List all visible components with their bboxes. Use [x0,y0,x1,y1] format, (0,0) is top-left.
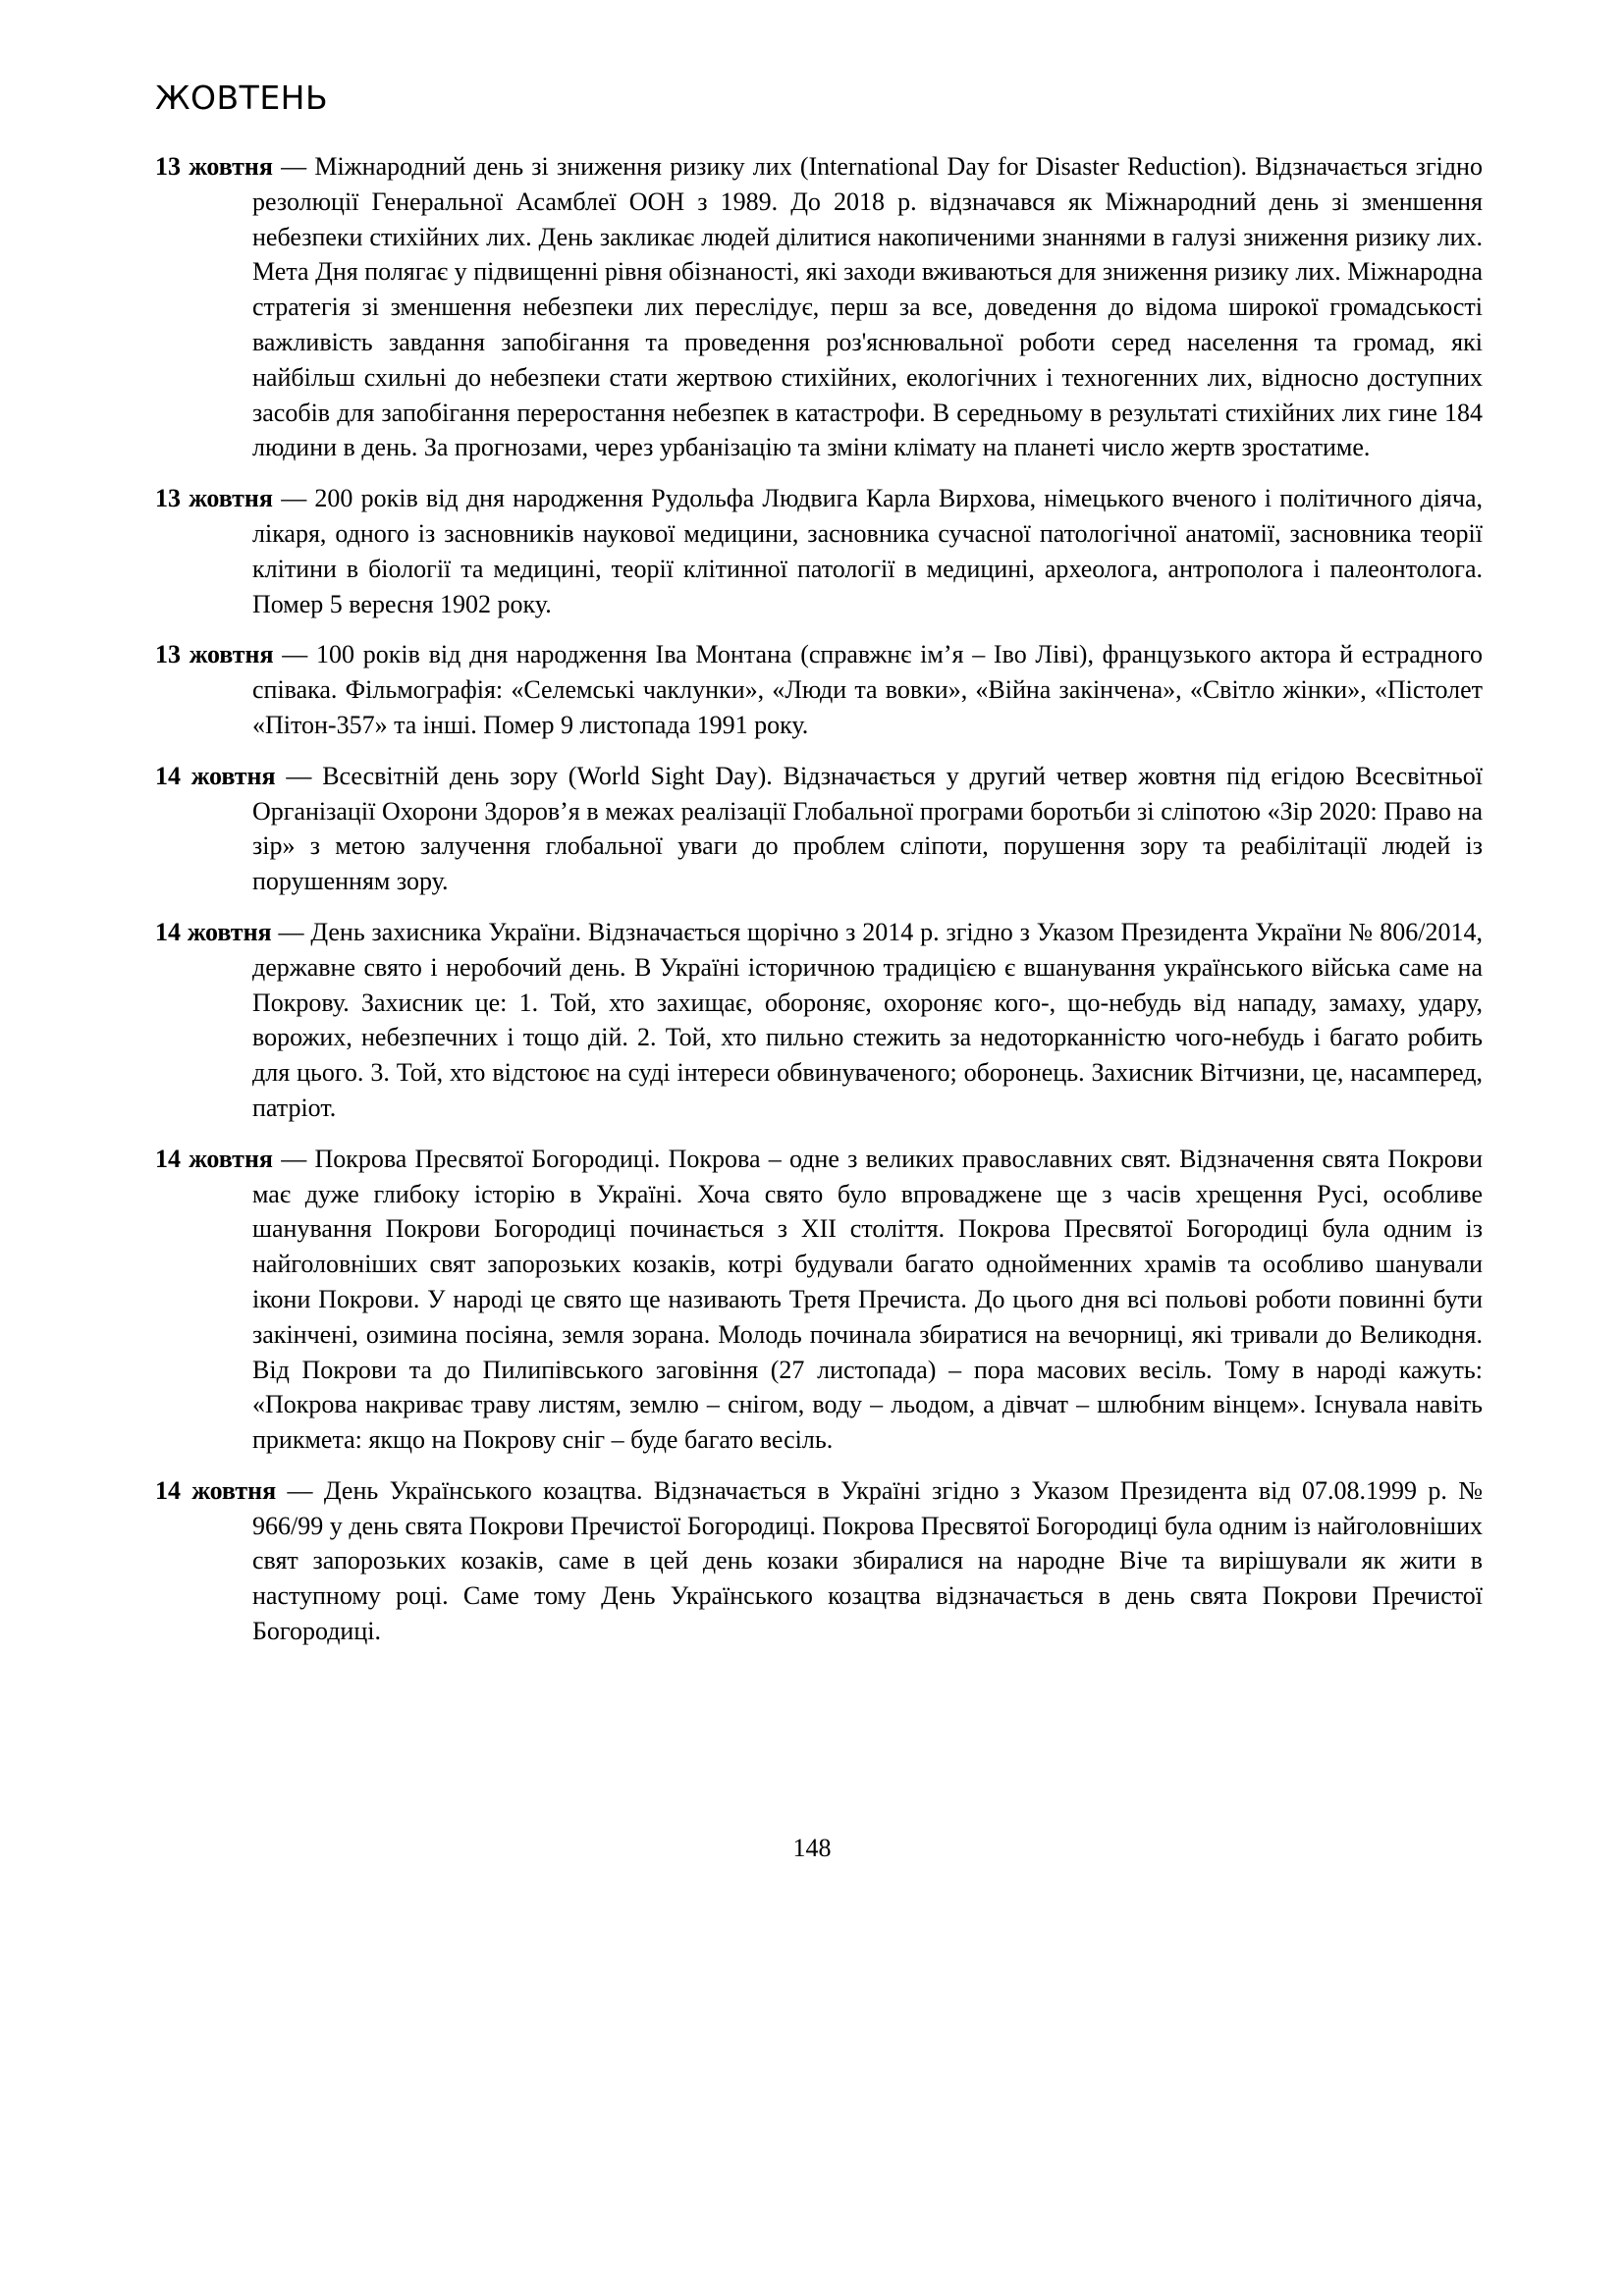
entry-text: — Всесвітній день зору (World Sight Day). Відзначається у другий четвер жовтня під егідою Всесвітньої Організації Охорони Здоров’я в межах реалізації Глобальної програми боротьби зі сліпотою «Зір 2020: Право на зір» з метою залучення глобальної уваги до проблем сліпоти, порушення зору та реабілітації людей із порушенням зору. [252,761,1483,896]
entry-text: — День захисника України. Відзначається щорічно з 2014 р. згідно з Указом Президента України № 806/2014, державне свято і неробочий день. В Україні історичною традицією є вшанування українського війська саме на Покрову. Захисник це: 1. Той, хто захищає, обороняє, охороняє кого-, що-небудь від нападу, замаху, удару, ворожих, небезпечних і тощо дій. 2. Той, хто пильно стежить за недоторканністю чого-небудь і багато робить для цього. 3. Той, хто відстоює на суді інтереси обвинуваченого; оборонець. Захисник Вітчизни, це, насамперед, патріот. [252,917,1483,1122]
calendar-entry [155,759,1483,899]
month-heading: ЖОВТЕНЬ [155,79,329,117]
calendar-entries [155,149,1483,1665]
entry-date: 13 жовтня [155,152,273,181]
calendar-entry [155,915,1483,1126]
entry-date: 14 жовтня [155,1475,277,1505]
entry-text: — День Українського козацтва. Відзначається в Україні згідно з Указом Президента від 07.08.1999 р. № 966/99 у день свята Покрови Пречистої Богородиці. Покрова Пресвятої Богородиці була одним із найголовніших свят запорозьких козаків, саме в цей день козаки збиралися на народне Віче та вирішували як жити в наступному році. Саме тому День Українського козацтва відзначається в день свята Покрови Пречистої Богородиці. [252,1475,1483,1646]
calendar-entry [155,1473,1483,1649]
entry-text: — 100 років від дня народження Іва Монтана (справжнє ім’я – Іво Ліві), французького актора й естрадного співака. Фільмографія: «Селемські чаклунки», «Люди та вовки», «Війна закінчена», «Світло жінки», «Пістолет «Пітон-357» та інші. Помер 9 листопада 1991 року. [252,640,1483,739]
entry-text: — Покрова Пресвятої Богородиці. Покрова – одне з великих православних свят. Відзначення свята Покрови має дуже глибоку історію в Україні. Хоча свято було впроваджене ще з часів хрещення Русі, особливе шанування Покрови Богородиці починається з XII століття. Покрова Пресвятої Богородиці була одним із найголовніших свят запорозьких козаків, котрі будували багато однойменних храмів та особливо шанували ікони Покрови. У народі це свято ще називають Третя Пречиста. До цього дня всі польові роботи повинні бути закінчені, озимина посіяна, земля зорана. Молодь починала збиратися на вечорниці, які тривали до Великодня. Від Покрови та до Пилипівського заговіння (27 листопада) – пора масових весіль. Тому в народі кажуть: «Покрова накриває траву листям, землю – снігом, воду – льодом, а дівчат – шлюбним вінцем». Існувала навіть прикмета: якщо на Покрову сніг – буде багато весіль. [252,1144,1483,1455]
entry-date: 13 жовтня [155,484,273,513]
entry-text: — Міжнародний день зі зниження ризику лих (International Day for Disaster Reduction). Відзначається згідно резолюції Генеральної Асамблеї ООН з 1989. До 2018 р. відзначався як Міжнародний день зі зменшення небезпеки стихійних лих. День закликає людей ділитися накопиченими знаннями в галузі зниження ризику лих. Мета Дня полягає у підвищенні рівня обізнаності, які заходи вживаються для зниження ризику лих. Міжнародна стратегія зі зменшення небезпеки лих переслідує, перш за все, доведення до відома широкої громадськості важливість завдання запобігання та проведення роз'яснювальної роботи серед населення та громад, які найбільш схильні до небезпеки стати жертвою стихійних, екологічних і техногенних лих, відносно доступних засобів для запобігання переростання небезпек в катастрофи. В середньому в результаті стихійних лих гине 184 людини в день. За прогнозами, через урбанізацію та зміни клімату на планеті число жертв зростатиме. [252,152,1483,462]
entry-date: 14 жовтня [155,917,272,946]
calendar-entry [155,149,1483,465]
calendar-entry [155,481,1483,621]
entry-date: 14 жовтня [155,1144,273,1173]
calendar-entry [155,1142,1483,1458]
entry-date: 13 жовтня [155,640,274,669]
entry-date: 14 жовтня [155,761,276,790]
calendar-entry [155,637,1483,742]
page-number: 148 [792,1834,832,1862]
entry-text: — 200 років від дня народження Рудольфа Людвига Карла Вирхова, німецького вченого і політичного діяча, лікаря, одного із засновників наукової медицини, засновника сучасної патологічної анатомії, засновника теорії клітини в біології та медицині, теорії клітинної патології в медицині, археолога, антрополога і палеонтолога. Помер 5 вересня 1902 року. [252,484,1483,618]
